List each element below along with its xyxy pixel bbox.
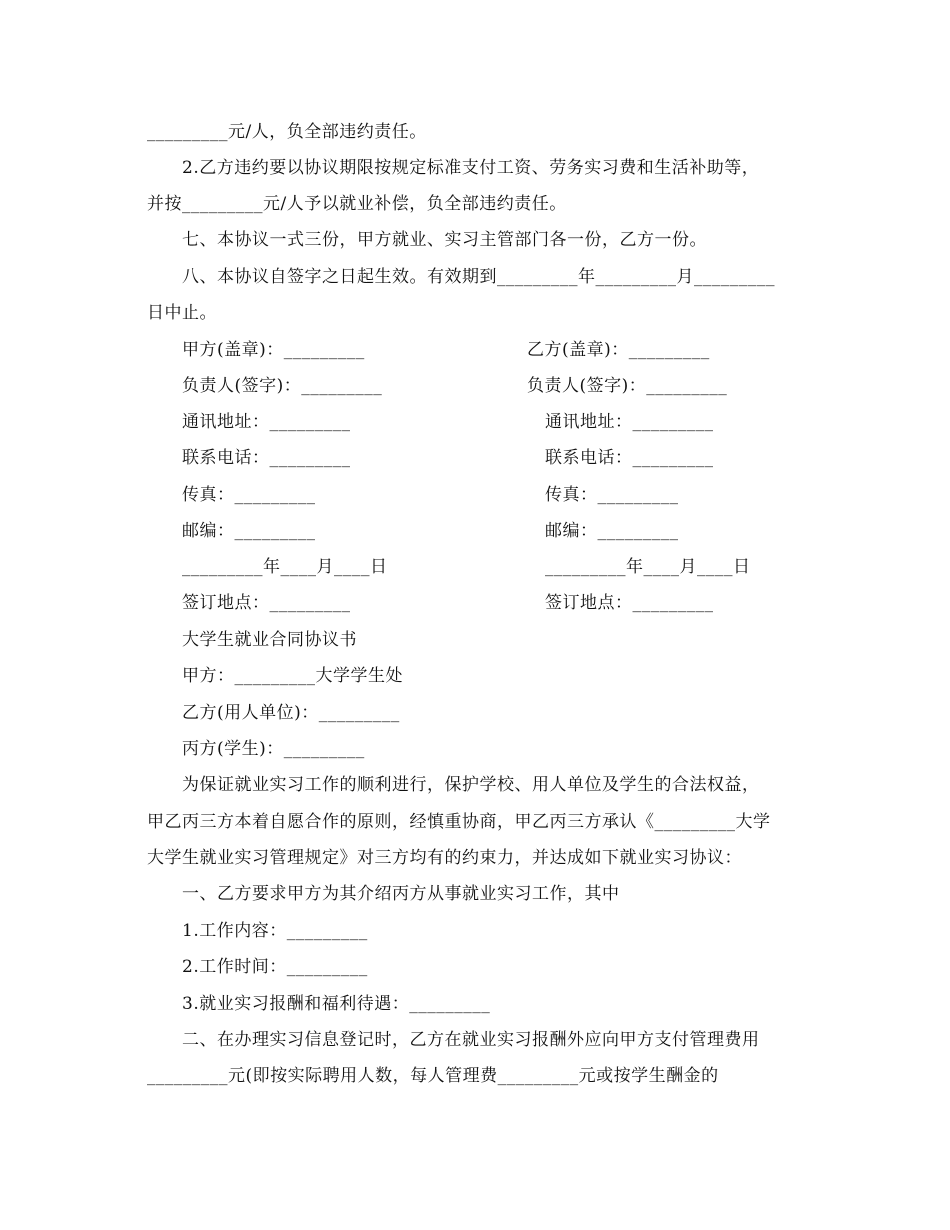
left-address: 通讯地址：_________ — [182, 412, 351, 432]
left-sign-place: 签订地点：_________ — [182, 593, 351, 613]
work-time: 2.工作时间：_________ — [182, 957, 368, 977]
clause-two: 二、在办理实习信息登记时，乙方在就业实习报酬外应向甲方支付管理费用 — [182, 1030, 760, 1050]
clause-one: 一、乙方要求甲方为其介绍丙方从事就业实习工作，其中 — [182, 884, 620, 904]
text-line: 日中止。 — [147, 303, 217, 323]
right-postcode: 邮编：_________ — [545, 521, 679, 541]
compensation: 3.就业实习报酬和福利待遇：_________ — [182, 994, 491, 1014]
left-fax: 传真：_________ — [182, 485, 316, 505]
right-address: 通讯地址：_________ — [545, 412, 714, 432]
left-date: _________年____月____日 — [182, 557, 388, 577]
intro-line: 为保证就业实习工作的顺利进行，保护学校、用人单位及学生的合法权益， — [182, 775, 760, 795]
left-signatory: 负责人(签字)：_________ — [182, 376, 383, 396]
work-content: 1.工作内容：_________ — [182, 921, 368, 941]
right-signatory: 负责人(签字)：_________ — [527, 376, 728, 396]
clause-two: _________元(即按实际聘用人数，每人管理费_________元或按学生酬金的 — [147, 1066, 719, 1086]
party-a: 甲方：_________大学学生处 — [182, 666, 403, 686]
left-phone: 联系电话：_________ — [182, 448, 351, 468]
text-line: 并按_________元/人予以就业补偿，负全部违约责任。 — [147, 194, 567, 214]
left-postcode: 邮编：_________ — [182, 521, 316, 541]
text-line: 七、本协议一式三份，甲方就业、实习主管部门各一份，乙方一份。 — [182, 230, 707, 250]
intro-line: 甲乙丙三方本着自愿合作的原则，经慎重协商，甲乙丙三方承认《_________大学 — [147, 812, 771, 832]
right-date: _________年____月____日 — [545, 557, 751, 577]
right-phone: 联系电话：_________ — [545, 448, 714, 468]
right-fax: 传真：_________ — [545, 485, 679, 505]
text-line: _________元/人，负全部违约责任。 — [147, 122, 427, 142]
text-line: 八、本协议自签字之日起生效。有效期到_________年_________月_________ — [182, 267, 775, 287]
party-c: 丙方(学生)：_________ — [182, 739, 365, 759]
intro-line: 大学生就业实习管理规定》对三方均有的约束力，并达成如下就业实习协议： — [147, 848, 742, 868]
party-b-seal: 乙方(盖章)：_________ — [527, 340, 710, 360]
contract-title: 大学生就业合同协议书 — [182, 630, 357, 650]
text-line: 2.乙方违约要以协议期限按规定标准支付工资、劳务实习费和生活补助等， — [182, 158, 760, 178]
party-b: 乙方(用人单位)：_________ — [182, 703, 400, 723]
party-a-seal: 甲方(盖章)：_________ — [182, 340, 365, 360]
right-sign-place: 签订地点：_________ — [545, 593, 714, 613]
